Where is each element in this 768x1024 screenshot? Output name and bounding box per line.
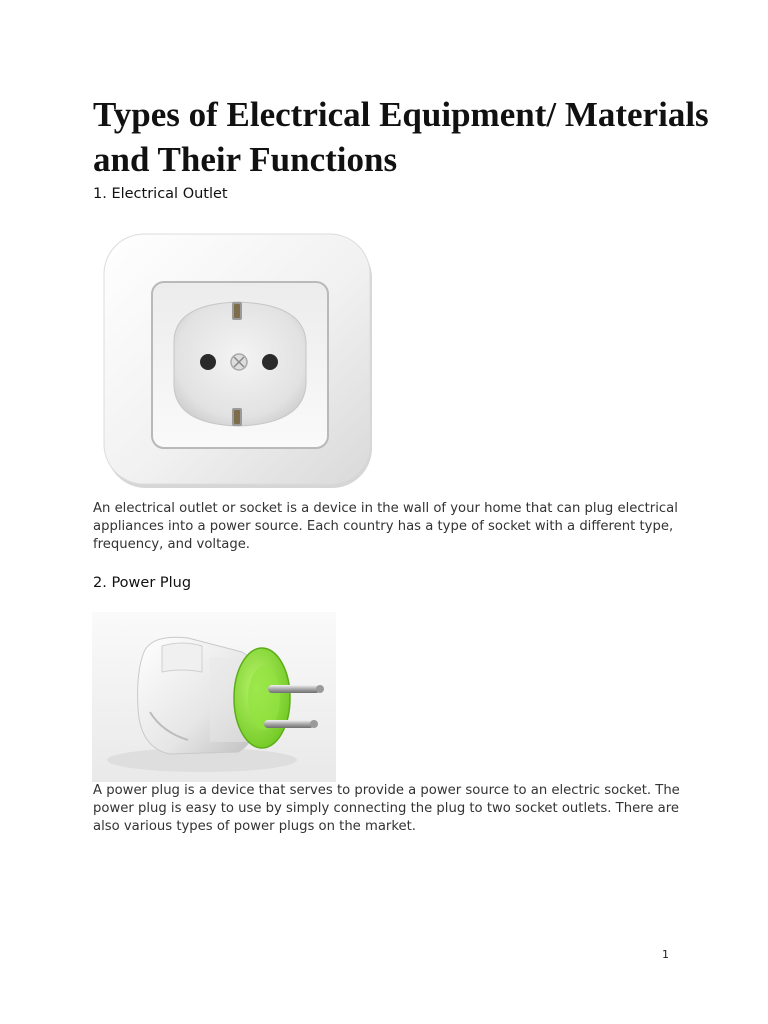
page-number: 1 — [662, 948, 669, 961]
section-heading-electrical-outlet: 1. Electrical Outlet — [93, 186, 228, 202]
power-plug-image — [92, 612, 336, 782]
electrical-outlet-image — [92, 224, 388, 492]
section-heading-power-plug: 2. Power Plug — [93, 575, 192, 591]
page-title: Types of Electrical Equipment/ Materials and Their Functions — [93, 95, 709, 179]
section-body-electrical-outlet: An electrical outlet or socket is a device in the wall of your home that can plug electrical appliances into a power source. Each country has a type of socket with a different type, frequency, and voltage. — [93, 501, 678, 552]
section-body-power-plug: A power plug is a device that serves to provide a power source to an electric socket. The power plug is easy to use by simply connecting the plug to two socket outlets. There are also various types of power plugs on the market. — [93, 783, 680, 834]
